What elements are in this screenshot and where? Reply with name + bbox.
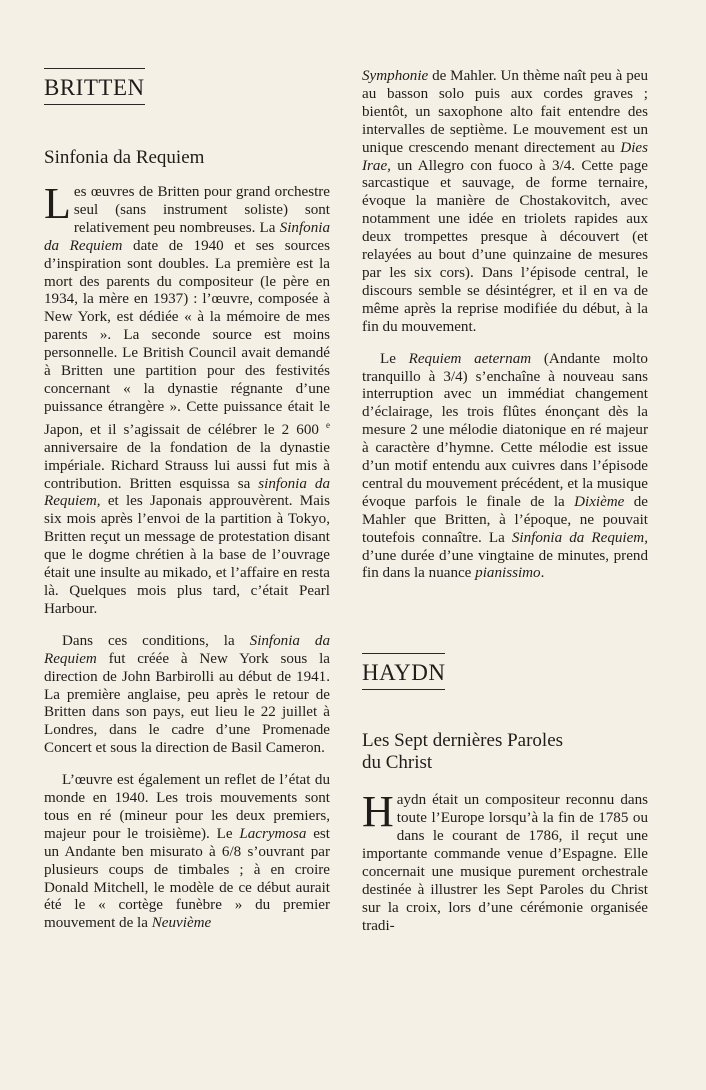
italic-title: Sinfonia da Requiem,: [511, 529, 648, 546]
text-segment: es œuvres de Britten pour grand orchestre seul (sans instrument soliste) sont relativement peu nombreuses. La: [73, 184, 330, 236]
italic-title: Neuvième: [151, 915, 212, 932]
text-segment: un Allegro con fuoco à 3/4. Cette page sarcastique et sauvage, de forme ternaire, évoque la manière de Chostakovitch, avec notamment une idée en triolets rapides aux deux trompettes presque à découvert (et relayées au bout d’une quinzaine de mesures par les six cors). Dans l’épisode central, le discours semble se désintégrer, et il en va de même après la reprise modifiée du début, à la fin du mouvement.: [362, 157, 648, 335]
superscript: e: [326, 419, 330, 430]
italic-title: Symphonie: [362, 68, 429, 84]
paragraph-4: [362, 68, 648, 337]
italic-title: Lacrymosa: [239, 825, 307, 842]
text-segment: est un Andante ben misurato à 6/8 s’ouvrant par plusieurs coups de timbales ; à en croire Donald Mitchell, le modèle de ce début aurait été le « cortège funèbre » du premier mouvement de la: [44, 825, 331, 932]
italic-title: sinfonia da Requiem,: [44, 475, 330, 510]
dropcap-h: H: [362, 787, 394, 837]
text-segment: et les Japonais approuvèrent. Mais six mois après l’envoi de la partition à Tokyo, Britten reçut un message de protestation disant que le dogme chrétien à la base de l’ouvrage était une insulte au mikado, et l’affaire en resta là. Quelques mois plus tard, c’était Pearl Harbour.: [44, 493, 330, 617]
paragraph-1: [44, 179, 330, 619]
left-column: [44, 68, 330, 933]
italic-title: Dies Irae,: [362, 139, 648, 174]
work-title-line-2: du Christ: [362, 752, 433, 774]
text-segment: .: [540, 565, 545, 582]
italic-title: pianissimo: [475, 565, 541, 582]
britten-heading-block: [44, 68, 145, 105]
text-segment: de Mahler que Britten, à l’époque, ne pouvait toutefois connaître. La: [362, 493, 649, 546]
composer-heading-britten: BRITTEN: [44, 75, 145, 100]
text-segment: (Andante molto tranquillo à 3/4) s’enchaîne à nouveau sans interruption avec un immédiat changement d’éclairage, les trois flûtes énonçant dès la mesure 2 une mélodie diatonique en ré majeur à caractère d’hymne. Cette mélodie est issue d’un motif entendu aux cuivres dans l’épisode central du mouvement précédent, et la musique évoque parfois le finale de la: [362, 350, 648, 510]
italic-title: Sinfonia da Requiem: [44, 632, 330, 667]
work-title-line-1: Les Sept dernières Paroles: [362, 730, 564, 752]
italic-title: Dixième: [574, 493, 625, 510]
paragraph-6: [362, 787, 648, 935]
haydn-heading-block: [362, 653, 445, 690]
text-segment: Le: [380, 350, 409, 367]
text-segment: de Mahler. Un thème naît peu à peu au basson solo puis aux cordes graves ; bientôt, un saxophone alto fait entendre des intervalles de septième. Le mouvement est un unique crescendo menant directement au: [362, 68, 648, 156]
paragraph-2: [44, 633, 330, 758]
text-segment: d’une durée d’une vingtaine de minutes, prend fin dans la nuance: [362, 547, 648, 582]
composer-heading-haydn: HAYDN: [362, 660, 446, 686]
text-segment: anniversaire de la fondation de la dynastie impériale. Richard Strauss lui aussi fut mis à contribution. Britten esquissa sa: [44, 439, 330, 492]
dropcap-l: L: [44, 179, 71, 228]
italic-title: Requiem aeternam: [408, 350, 532, 367]
text-segment: aydn était un compositeur reconnu dans toute l’Europe lorsqu’à la fin de 1785 ou dans le courant de 1786, il reçut une importante commande venue d’Espagne. Elle concernait une musique purement orchestrale destinée à illustrer les Sept Paroles du Christ sur la croix, lors d’une cérémonie organisée tradi-: [362, 792, 648, 934]
text-segment: date de 1940 et ses sources d’inspiration sont doubles. La première est la mort des parents du compositeur (le père en 1934, la mère en 1937) : l’œuvre, composée à New York, est dédiée « à la mémoire de mes parents ». La seconde source est moins personnelle. Le British Council avait demandé à Britten une partition pour des festivités concernant « la dynastie régnante d’une puissance étrangère ». Cette puissance était le Japon, et il s’agissait de célébrer le 2 600: [44, 237, 330, 438]
text-segment: Dans ces conditions, la: [62, 632, 250, 649]
right-column: [362, 68, 648, 936]
italic-title: Sinfonia da Requiem: [44, 219, 330, 254]
work-title-sept-paroles: [362, 730, 648, 774]
text-segment: fut créée à New York sous la direction de John Barbirolli au début de 1941. La première anglaise, peu après le retour de Britten dans son pays, eut lieu le 22 juillet à Londres, dans le cadre d’une Promenade Concert et sous la direction de Basil Cameron.: [44, 650, 330, 757]
work-title-sinfonia: Sinfonia da Requiem: [44, 147, 205, 168]
text-segment: L’œuvre est également un reflet de l’état du monde en 1940. Les trois mouvements sont tous en ré (mineur pour les deux premiers, majeur pour le troisième). Le: [44, 772, 330, 842]
paragraph-5: [362, 351, 648, 584]
paragraph-3: [44, 772, 330, 933]
